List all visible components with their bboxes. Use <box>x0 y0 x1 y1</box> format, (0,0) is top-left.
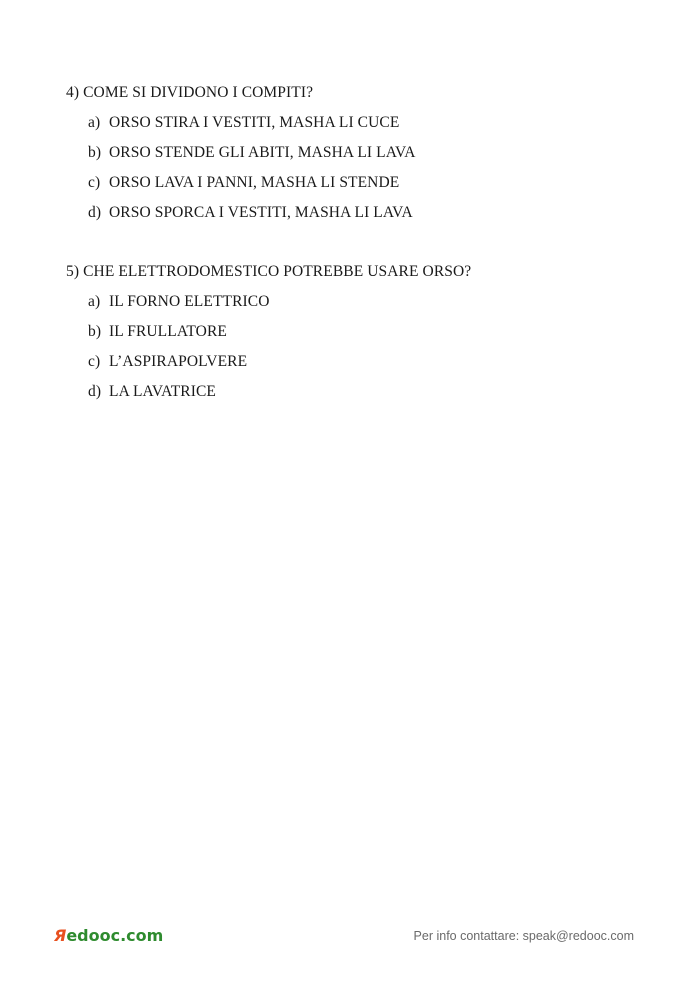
option-letter: a) <box>88 114 101 131</box>
options-list <box>66 114 416 222</box>
option-letter: d) <box>88 383 102 400</box>
option-text: ORSO SPORCA I VESTITI, MASHA LI LAVA <box>109 204 413 221</box>
option-b <box>66 323 471 341</box>
option-text: ORSO LAVA I PANNI, MASHA LI STENDE <box>109 174 400 191</box>
redooc-logo <box>54 925 163 947</box>
option-letter: a) <box>88 293 101 310</box>
question-title: 5) CHE ELETTRODOMESTICO POTREBBE USARE ORSO? <box>66 263 472 280</box>
option-c <box>66 353 471 371</box>
option-letter: b) <box>88 323 102 340</box>
option-a <box>66 293 471 311</box>
option-d <box>66 204 416 222</box>
question-5 <box>66 263 471 401</box>
option-text: L’ASPIRAPOLVERE <box>109 353 248 370</box>
option-letter: d) <box>88 204 102 221</box>
option-text: ORSO STENDE GLI ABITI, MASHA LI LAVA <box>109 144 416 161</box>
option-d <box>66 383 471 401</box>
option-c <box>66 174 416 192</box>
contact-info: Per info contattare: speak@redooc.com <box>413 929 634 943</box>
option-letter: c) <box>88 353 101 370</box>
option-text: IL FORNO ELETTRICO <box>109 293 270 310</box>
option-a <box>66 114 416 132</box>
option-b <box>66 144 416 162</box>
option-letter: b) <box>88 144 102 161</box>
question-4 <box>66 84 416 222</box>
option-letter: c) <box>88 174 101 191</box>
option-text: LA LAVATRICE <box>109 383 216 400</box>
options-list <box>66 293 471 401</box>
logo-r-glyph: Я <box>54 926 67 945</box>
option-text: ORSO STIRA I VESTITI, MASHA LI CUCE <box>109 114 400 131</box>
option-text: IL FRULLATORE <box>109 323 227 340</box>
question-title: 4) COME SI DIVIDONO I COMPITI? <box>66 84 314 101</box>
logo-wordmark: edooc.com <box>66 926 164 945</box>
page-footer <box>54 925 634 947</box>
